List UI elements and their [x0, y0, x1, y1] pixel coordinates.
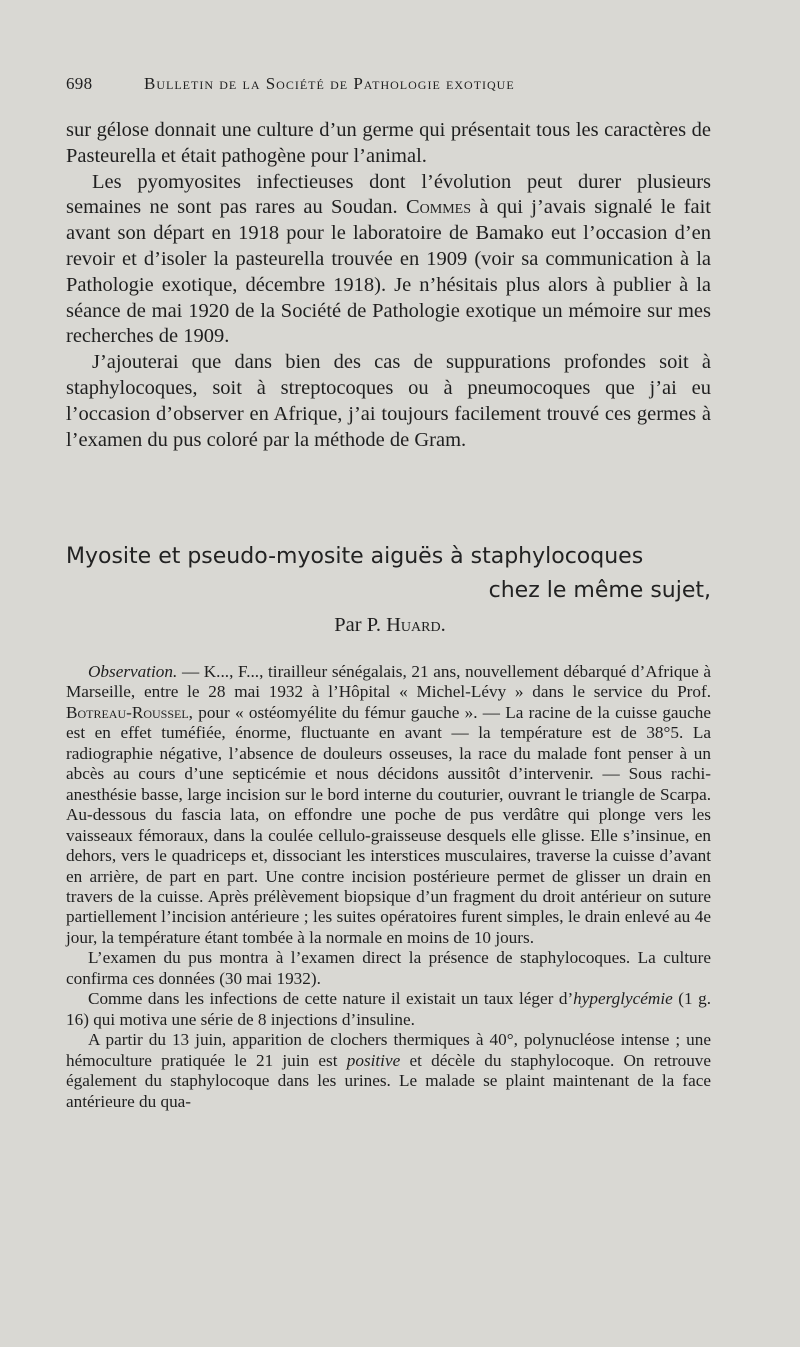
- author-name-botreau-roussel: Botreau-Roussel,: [66, 702, 193, 722]
- observation-paragraph-3: [66, 989, 711, 1030]
- observation-paragraph-1-start: — K..., F..., tirailleur sénégalais, 21 ans, nouvellement débarqué d’Afrique à Marseille, entre le 28 mai 1932 à l’Hôpital « Michel-Lévy » dans le service du Prof.: [66, 662, 711, 702]
- observation-paragraph-3-start: Comme dans les infections de cette nature il existait un taux léger d’: [88, 989, 574, 1009]
- intro-paragraph-3: J’ajouterai que dans bien des cas de suppurations profondes soit à staphylocoques, soit à streptocoques ou à pneumocoques que j’ai eu l’occasion d’observer en Afrique, j’ai toujours facilement trouvé ces germes à l’examen du pus coloré par la méthode de Gram.: [66, 351, 711, 451]
- observation-paragraph-4-end: et décèle du staphylocoque. On retrouve également du staphylocoque dans les urines. Le malade se plaint maintenant de la face antérieure du qua-: [66, 1050, 712, 1111]
- article-title-line-1: Myosite et pseudo-myosite aiguës à staphylocoques: [66, 544, 644, 569]
- observation-text: [66, 662, 711, 1112]
- article-title: [66, 540, 711, 608]
- author-prefix: Par P.: [334, 614, 381, 636]
- observation-paragraph-4: [66, 1030, 711, 1112]
- intro-paragraph-2-start: Les pyomyosites infectieuses dont l’évolution peut durer plusieurs semaines ne sont pas rares au Soudan.: [66, 170, 711, 219]
- observation-paragraph-2: L’examen du pus montra à l’examen direct la présence de staphylocoques. La culture confirma ces données (30 mai 1932).: [66, 948, 711, 988]
- intro-paragraph-2: [66, 170, 711, 351]
- author-name-commes: Commes: [405, 196, 472, 219]
- observation-paragraph-1: [66, 662, 711, 948]
- observation-paragraph-3-end: (1 g. 16) qui motiva une série de 8 injections d’insuline.: [66, 989, 711, 1029]
- article-author: [0, 614, 780, 637]
- page-number: 698: [66, 74, 93, 93]
- observation-label: Observation.: [88, 662, 178, 681]
- observation-paragraph-1-end: pour « ostéomyélite du fémur gauche ». — La racine de la cuisse gauche est en effet tuméfiée, énorme, fluctuante en avant — la température est de 38°5. La radiographie négative, l’absence de douleurs osseuses, la race du malade font penser à un abcès au cours d’une septicémie et nous décidons aussitôt d’intervenir. — Sous rachi-anesthésie basse, large incision sur le bord interne du couturier, ouvrant le triangle de Scarpa. Au-dessous du fascia lata, on effondre une poche de pus verdâtre qui plonge vers les vaisseaux fémoraux, dans la coulée cellulo-graisseuse desquels elle glisse. Elle s’insinue, en dehors, vers le quadriceps et, dissociant les interstices musculaires, traverse la cuisse d’avant en arrière, de part en part. Une contre incision postérieure permet de glisser un drain en travers de la cuisse. Après prélèvement biopsique d’un fragment du droit antérieur on suture partiellement l’incision antérieure ; les suites opératoires furent simples, le drain enlevé au 4e jour, la température étant tombée à la normale en moins de 10 jours.: [66, 702, 712, 947]
- author-name: Huard.: [386, 614, 446, 636]
- article-title-line-2: chez le même sujet,: [488, 578, 711, 603]
- intro-paragraph-1: sur gélose donnait une culture d’un germe qui présentait tous les caractères de Pasteurella et était pathogène pour l’animal.: [66, 119, 711, 167]
- hyperglycemie-term: hyperglycémie: [573, 989, 673, 1009]
- intro-paragraph-2-end: à qui j’avais signalé le fait avant son départ en 1918 pour le laboratoire de Bamako eut l’occasion d’en revoir et d’isoler la pasteurella trouvée en 1909 (voir sa communication à la Pathologie exotique, décembre 1918). Je n’hésitais plus alors à publier à la séance de mai 1920 de la Société de Pathologie exotique un mémoire sur mes recherches de 1909.: [66, 196, 712, 348]
- running-header: [66, 74, 756, 94]
- observation-paragraph-4-start: A partir du 13 juin, apparition de clochers thermiques à 40°, polynucléose intense ; une hémoculture pratiquée le 21 juin est: [66, 1030, 711, 1070]
- intro-text: [66, 118, 711, 453]
- positive-term: positive: [346, 1050, 401, 1070]
- journal-title: Bulletin de la Société de Pathologie exotique: [144, 74, 515, 93]
